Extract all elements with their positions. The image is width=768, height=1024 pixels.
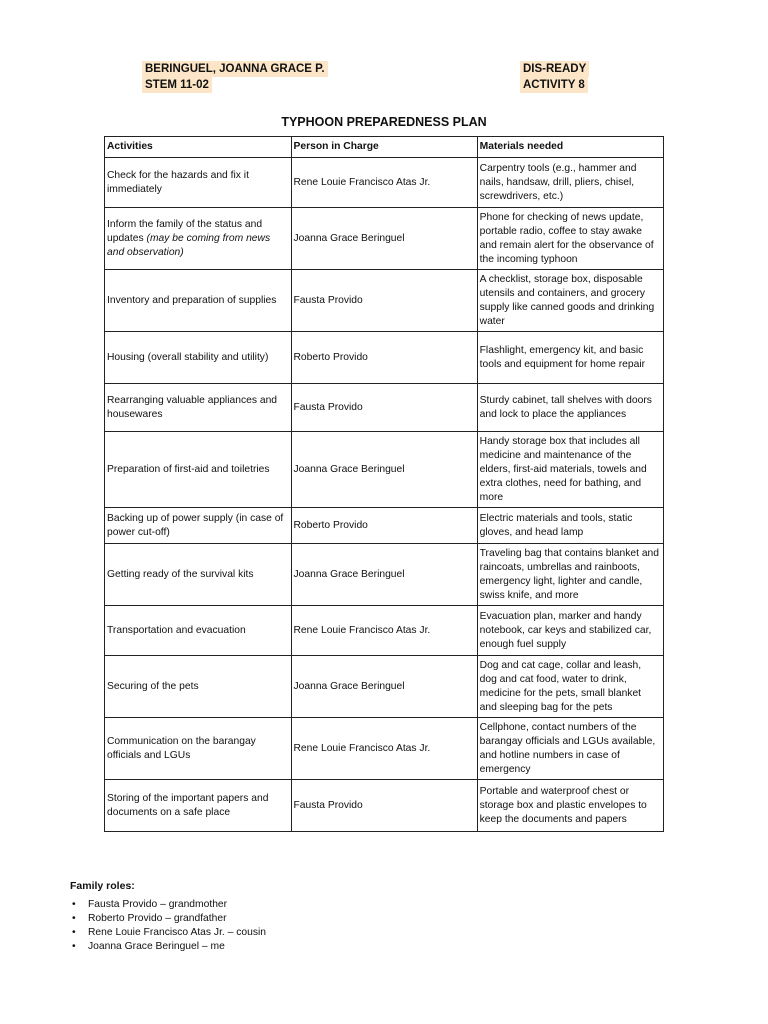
materials-cell: A checklist, storage box, disposable utensils and containers, and grocery supply like canned goods and drinking water <box>477 270 663 332</box>
table-row <box>105 270 664 332</box>
activity-cell: Backing up of power supply (in case of power cut-off) <box>105 508 292 544</box>
activity-cell: Securing of the pets <box>105 656 292 718</box>
materials-cell: Handy storage box that includes all medicine and maintenance of the elders, first-aid materials, towels and extra clothes, need for bathing, and more <box>477 432 663 508</box>
list-item: • Joanna Grace Beringuel – me <box>70 940 266 954</box>
person-cell: Joanna Grace Beringuel <box>291 656 477 718</box>
table-row <box>105 606 664 656</box>
table-row <box>105 384 664 432</box>
materials-cell: Carpentry tools (e.g., hammer and nails, handsaw, drill, pliers, chisel, screwdrivers, etc.) <box>477 158 663 208</box>
materials-cell: Evacuation plan, marker and handy notebook, car keys and stabilized car, enough fuel supply <box>477 606 663 656</box>
page-title: TYPHOON PREPAREDNESS PLAN <box>281 115 487 129</box>
table-row <box>105 544 664 606</box>
person-cell: Joanna Grace Beringuel <box>291 432 477 508</box>
activity-cell: Transportation and evacuation <box>105 606 292 656</box>
person-cell: Roberto Provido <box>291 508 477 544</box>
person-cell: Joanna Grace Beringuel <box>291 544 477 606</box>
table-row <box>105 508 664 544</box>
student-name: BERINGUEL, JOANNA GRACE P. <box>142 61 328 77</box>
column-header-person: Person in Charge <box>291 137 477 158</box>
activity-note: (may be coming from news and observation) <box>107 232 271 258</box>
activity-cell: Check for the hazards and fix it immediately <box>105 158 292 208</box>
activity-cell: Housing (overall stability and utility) <box>105 332 292 384</box>
activity-cell: Rearranging valuable appliances and housewares <box>105 384 292 432</box>
family-roles-list <box>70 898 266 954</box>
person-cell: Rene Louie Francisco Atas Jr. <box>291 158 477 208</box>
activity-label: ACTIVITY 8 <box>520 77 588 93</box>
family-roles-heading: Family roles: <box>70 880 135 892</box>
table-header-row <box>105 137 664 158</box>
person-cell: Fausta Provido <box>291 780 477 832</box>
activity-text: Inform the family of the status and updates <box>107 218 263 244</box>
materials-cell: Traveling bag that contains blanket and raincoats, umbrellas and rainboots, emergency light, lighter and candle, swiss knife, and more <box>477 544 663 606</box>
table-row <box>105 432 664 508</box>
materials-cell: Portable and waterproof chest or storage box and plastic envelopes to keep the documents and papers <box>477 780 663 832</box>
materials-cell: Dog and cat cage, collar and leash, dog and cat food, water to drink, medicine for the pets, small blanket and sleeping bag for the pets <box>477 656 663 718</box>
materials-cell: Cellphone, contact numbers of the barangay officials and LGUs available, and hotline numbers in case of emergency <box>477 718 663 780</box>
activity-cell: Storing of the important papers and documents on a safe place <box>105 780 292 832</box>
activity-cell: Communication on the barangay officials and LGUs <box>105 718 292 780</box>
table-row <box>105 718 664 780</box>
activity-cell: Preparation of first-aid and toiletries <box>105 432 292 508</box>
person-cell: Joanna Grace Beringuel <box>291 208 477 270</box>
column-header-activities: Activities <box>105 137 292 158</box>
activity-cell: Inventory and preparation of supplies <box>105 270 292 332</box>
person-cell: Fausta Provido <box>291 384 477 432</box>
table-row <box>105 332 664 384</box>
subject-label: DIS-READY <box>520 61 589 77</box>
table-row <box>105 780 664 832</box>
column-header-materials: Materials needed <box>477 137 663 158</box>
materials-cell: Electric materials and tools, static gloves, and head lamp <box>477 508 663 544</box>
preparedness-table <box>104 136 664 832</box>
table-row <box>105 656 664 718</box>
list-item: • Roberto Provido – grandfather <box>70 912 266 926</box>
student-info <box>142 59 328 91</box>
list-item: • Fausta Provido – grandmother <box>70 898 266 912</box>
activity-info <box>520 59 589 91</box>
person-cell: Fausta Provido <box>291 270 477 332</box>
list-item: • Rene Louie Francisco Atas Jr. – cousin <box>70 926 266 940</box>
materials-cell: Flashlight, emergency kit, and basic tools and equipment for home repair <box>477 332 663 384</box>
activity-cell <box>105 208 292 270</box>
materials-cell: Sturdy cabinet, tall shelves with doors and lock to place the appliances <box>477 384 663 432</box>
student-section: STEM 11-02 <box>142 77 212 93</box>
activity-cell: Getting ready of the survival kits <box>105 544 292 606</box>
materials-cell: Phone for checking of news update, portable radio, coffee to stay awake and remain alert for the observance of the incoming typhoon <box>477 208 663 270</box>
person-cell: Roberto Provido <box>291 332 477 384</box>
table-row <box>105 158 664 208</box>
table-row <box>105 208 664 270</box>
person-cell: Rene Louie Francisco Atas Jr. <box>291 718 477 780</box>
person-cell: Rene Louie Francisco Atas Jr. <box>291 606 477 656</box>
